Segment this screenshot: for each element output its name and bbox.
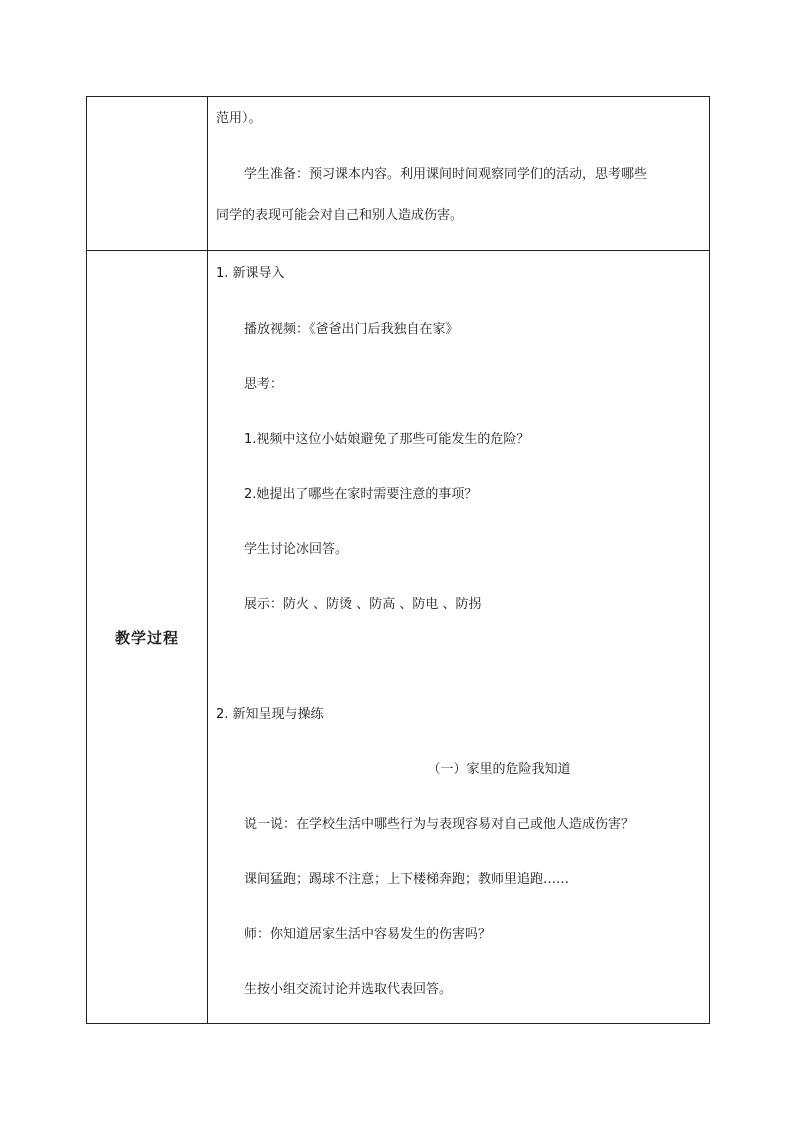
teaching-process-label: 教学过程 (87, 251, 208, 1024)
preparation-row (87, 97, 710, 251)
say-line: 说一说：在学校生活中哪些行为与表现容易对自己或他人造成伤害？ (244, 817, 635, 832)
think-line: 思考： (244, 377, 284, 392)
video-line: 播放视频：《爸爸出门后我独自在家》 (244, 322, 459, 337)
discuss-line: 学生讨论冰回答。 (244, 542, 349, 557)
teaching-process-content (208, 251, 710, 1024)
lesson-plan-table (86, 96, 710, 1024)
preparation-label-cell (87, 97, 208, 251)
preparation-line-2: 学生准备：预习课本内容。利用课间时间观察同学们的活动，思考哪些 (244, 167, 648, 182)
teaching-process-row (87, 251, 710, 1024)
group-line: 生按小组交流讨论并选取代表回答。 (244, 982, 453, 997)
question-2: 2.她提出了哪些在家时需要注意的事项？ (244, 487, 478, 502)
preparation-content-cell (208, 97, 710, 251)
preparation-line-1: 范用）。 (216, 111, 262, 126)
subheading: （一）家里的危险我知道 (427, 762, 571, 777)
section-2-title: 2. 新知呈现与操练 (216, 707, 324, 722)
section-1-title: 1. 新课导入 (216, 266, 285, 281)
question-1: 1.视频中这位小姑娘避免了那些可能发生的危险？ (244, 432, 530, 447)
teacher-line: 师：你知道居家生活中容易发生的伤害吗？ (244, 927, 492, 942)
preparation-line-3: 同学的表现可能会对自己和别人造成伤害。 (216, 208, 464, 223)
examples-line: 课间猛跑；踢球不注意；上下楼梯奔跑；教师里追跑…… (244, 872, 570, 887)
show-line: 展示：防火 、防烫 、防高 、防电 、防拐 (244, 597, 482, 612)
